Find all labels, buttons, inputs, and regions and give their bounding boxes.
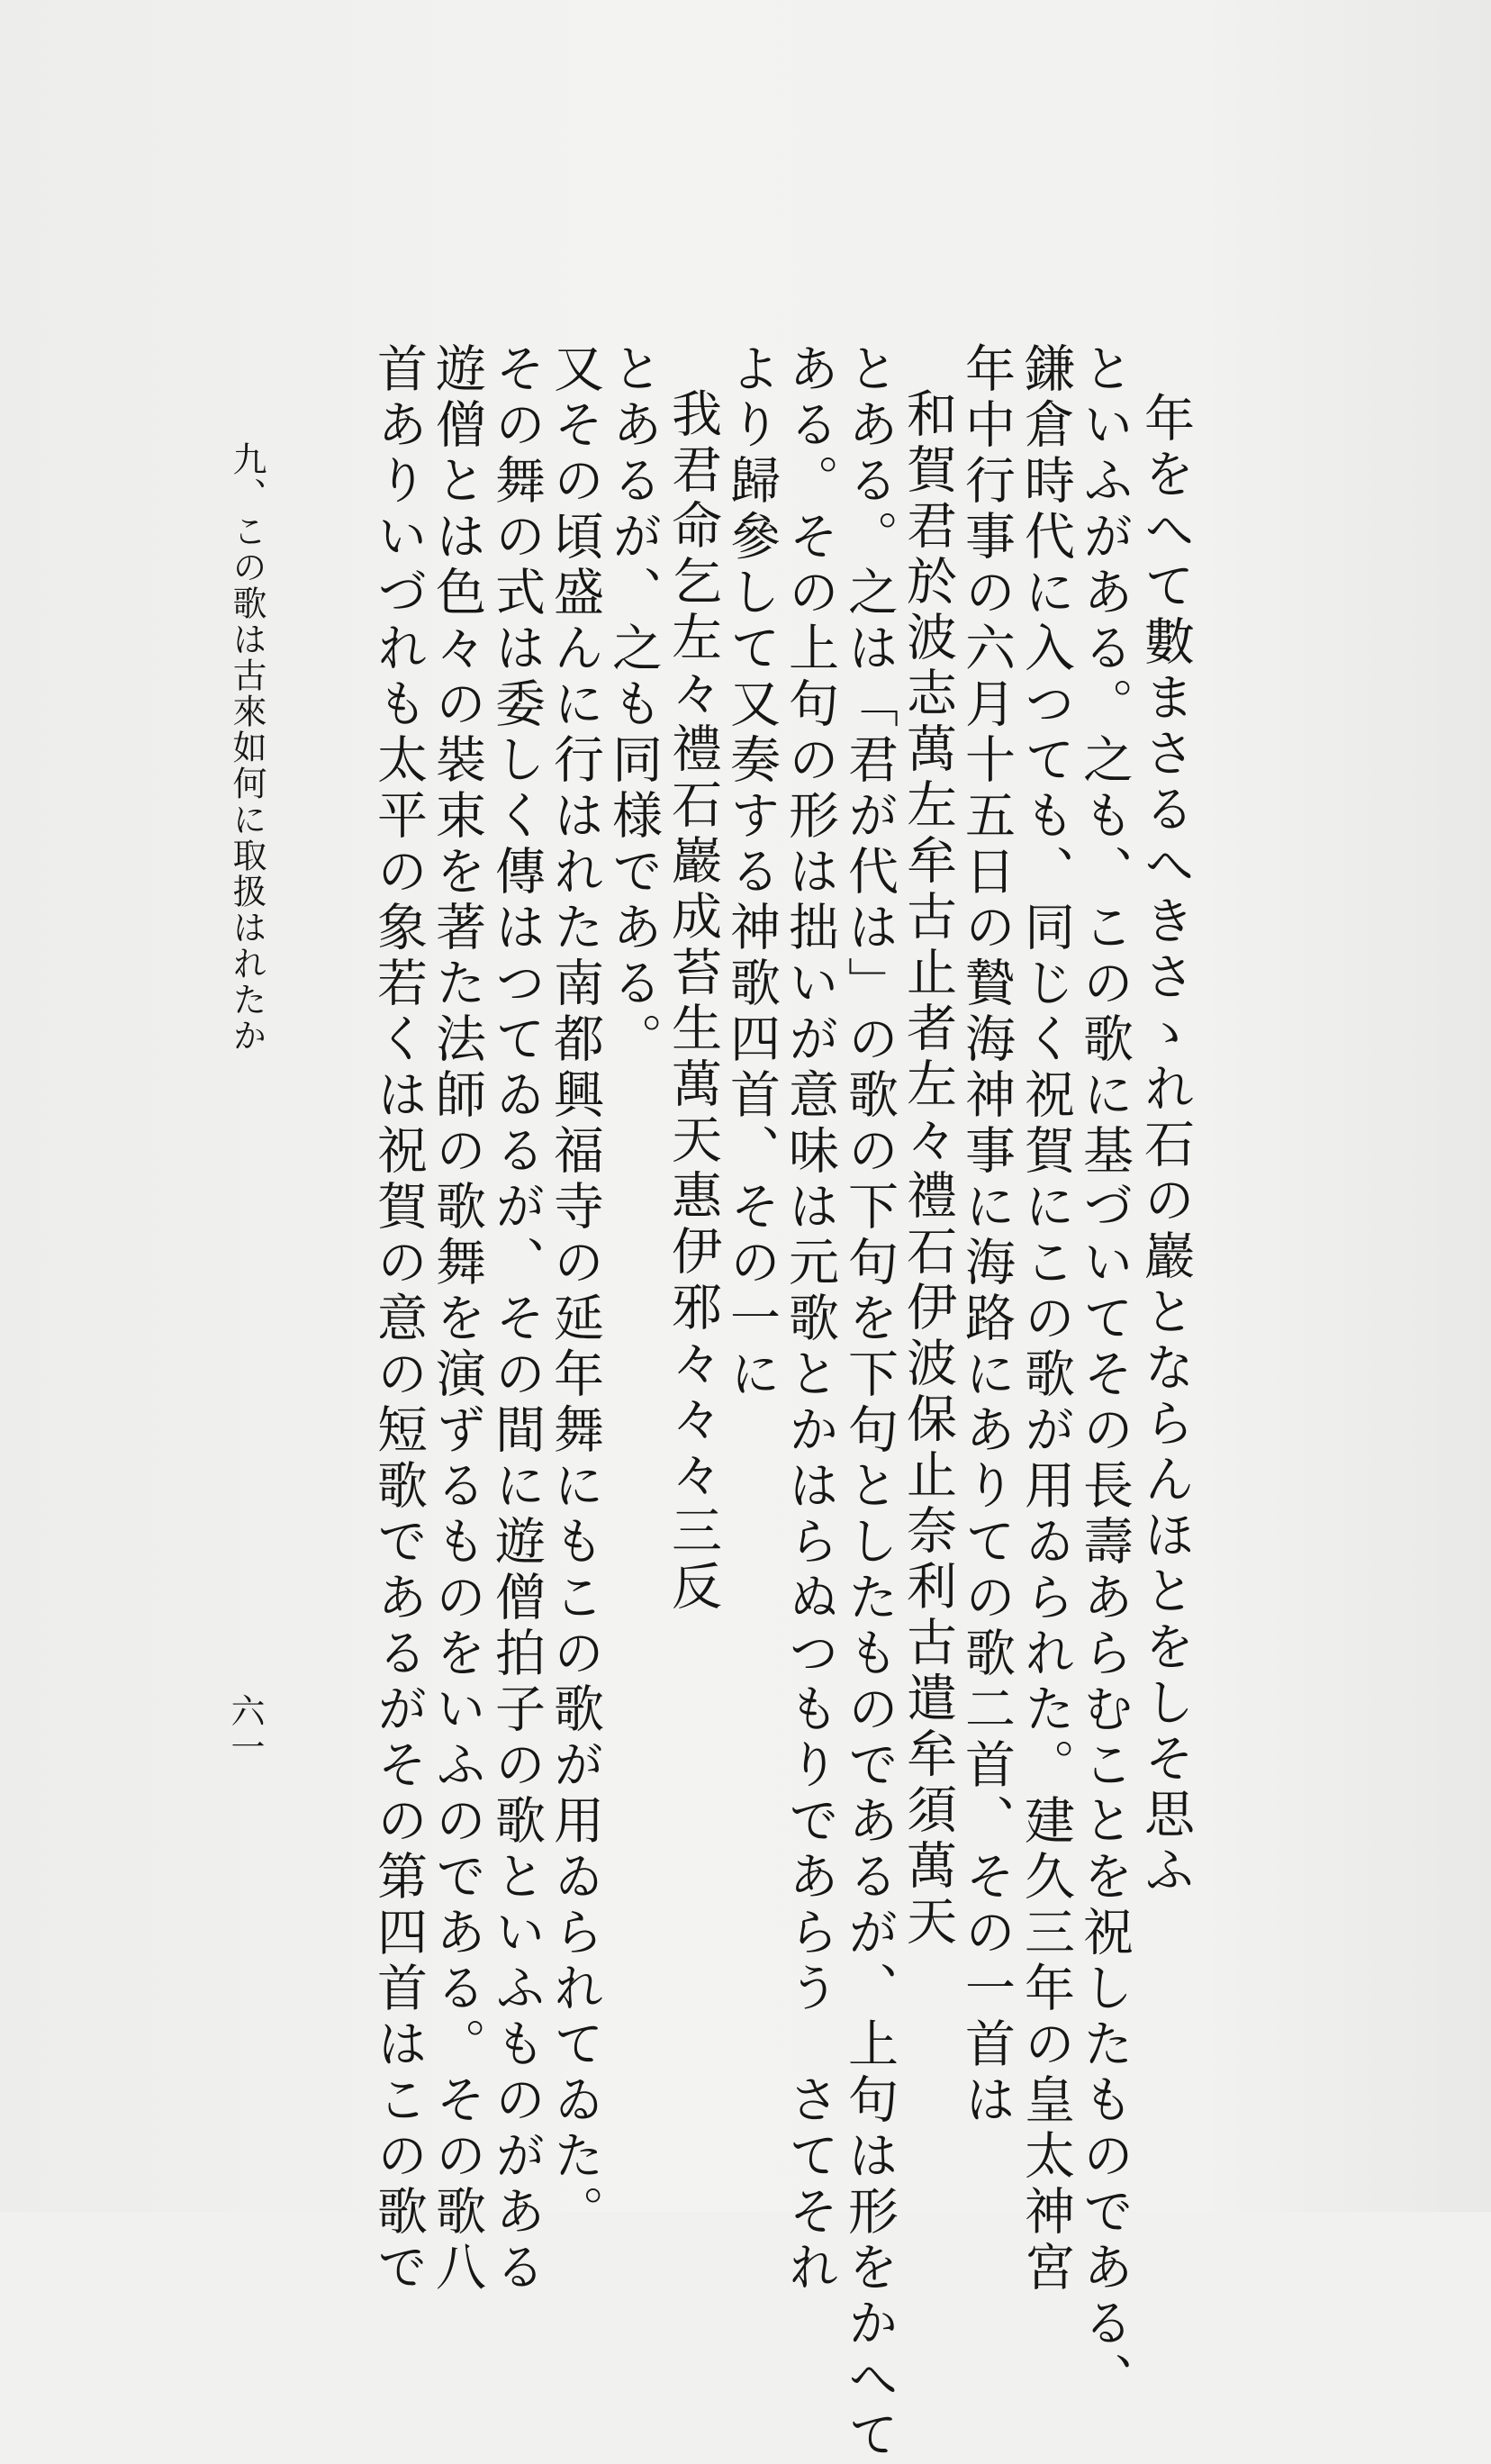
text-column-7: ある。その上句の形は拙いが意味は元歌とかはらぬつもりであらう さてそれ — [781, 342, 839, 2296]
text-column-14: 首ありいづれも太平の象若くは祝賀の意の短歌であるがその第四首はこの歌で — [369, 342, 428, 2296]
text-column-8: より歸參して又奏する神歌四首、その一に — [722, 342, 781, 1403]
page-number: 六一 — [225, 1693, 265, 1765]
text-column-4: 年中行事の六月十五日の贄海神事に海路にありての歌二首、その一首は — [957, 342, 1016, 2129]
text-column-1: 年をへて數まさるへきさゝれ石の巖とならんほとをしそ思ふ — [1136, 392, 1195, 1899]
text-column-10: とあるが、之も同様である。 — [604, 342, 663, 1068]
text-column-9: 我君命乞左々禮石巖成苔生萬天惠伊邪々々々三反 — [664, 387, 722, 1616]
text-column-6: とある。之は「君が代は」の歌の下句を下句としたものであるが、上句は形をかへて — [840, 342, 899, 2464]
text-column-5: 和賀君於波志萬左牟古止者左々禮石伊波保止奈利古遣牟須萬天 — [899, 387, 957, 1951]
text-column-3: 鎌倉時代に入つても、同じく祝賀にこの歌が用ゐられた。建久三年の皇太神宮 — [1017, 342, 1075, 2296]
text-column-11: 又その頃盛んに行はれた南都興福寺の延年舞にもこの歌が用ゐられてゐた。 — [546, 342, 604, 2241]
text-column-13: 遊僧とは色々の裝束を著た法師の歌舞を演ずるものをいふのである。その歌八 — [428, 342, 486, 2296]
running-header: 九、この歌は古來如何に取扱はれたか — [227, 441, 267, 1054]
text-column-2: といふがある。之も、この歌に基づいてその長壽あらむことを祝したものである、 — [1075, 342, 1134, 2408]
text-column-12: その舞の式は委しく傳はつてゐるが、その間に遊僧拍子の歌といふものがある — [487, 342, 546, 2296]
